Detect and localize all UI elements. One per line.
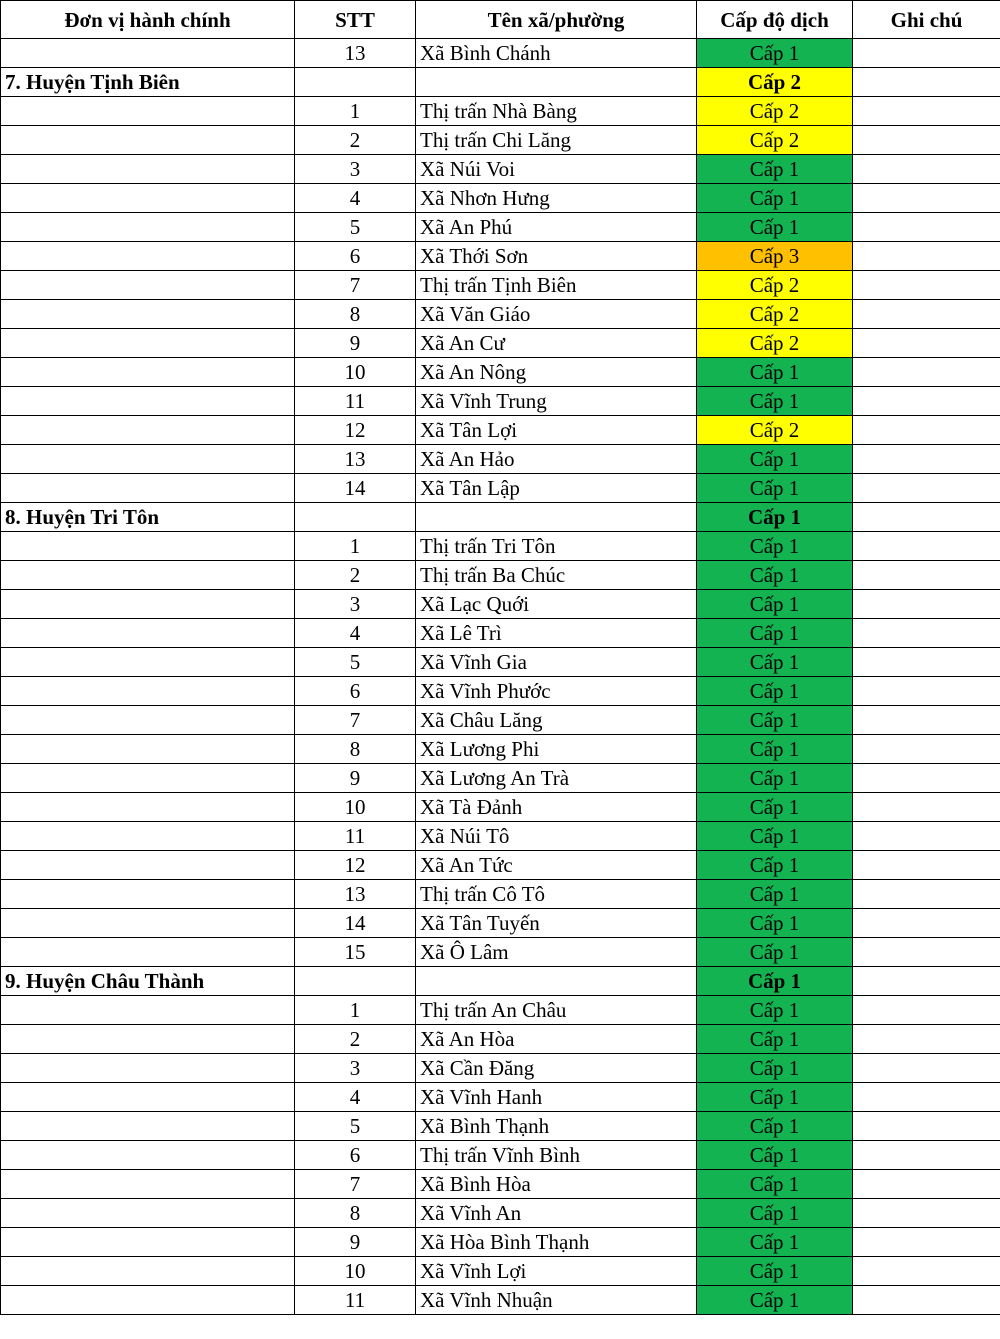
district-name-cell — [1, 561, 295, 590]
note-cell — [853, 677, 1000, 706]
note-cell — [853, 39, 1000, 68]
note-cell — [853, 184, 1000, 213]
district-name-cell — [1, 880, 295, 909]
note-cell — [853, 1170, 1000, 1199]
commune-name-cell: Xã Châu Lăng — [416, 706, 697, 735]
district-name-cell: 8. Huyện Tri Tôn — [1, 503, 295, 532]
commune-name-cell: Thị trấn Chi Lăng — [416, 126, 697, 155]
level-cell: Cấp 1 — [697, 590, 853, 619]
stt-cell: 3 — [295, 155, 416, 184]
stt-cell: 12 — [295, 416, 416, 445]
commune-name-cell: Thị trấn Nhà Bàng — [416, 97, 697, 126]
district-name-cell — [1, 97, 295, 126]
stt-cell: 6 — [295, 677, 416, 706]
note-cell — [853, 1141, 1000, 1170]
level-cell: Cấp 1 — [697, 677, 853, 706]
stt-cell: 15 — [295, 938, 416, 967]
district-name-cell: 9. Huyện Châu Thành — [1, 967, 295, 996]
table-row — [1, 706, 1000, 735]
level-cell: Cấp 1 — [697, 706, 853, 735]
level-cell: Cấp 1 — [697, 880, 853, 909]
commune-name-cell: Xã An Hảo — [416, 445, 697, 474]
header-row — [1, 1, 1000, 39]
table-row — [1, 909, 1000, 938]
stt-cell: 1 — [295, 532, 416, 561]
table-row — [1, 938, 1000, 967]
header-note: Ghi chú — [853, 1, 1000, 39]
level-cell: Cấp 1 — [697, 1083, 853, 1112]
table-row — [1, 1054, 1000, 1083]
commune-name-cell: Thị trấn Cô Tô — [416, 880, 697, 909]
stt-cell: 14 — [295, 474, 416, 503]
commune-name-cell: Xã Cần Đăng — [416, 1054, 697, 1083]
note-cell — [853, 619, 1000, 648]
note-cell — [853, 213, 1000, 242]
commune-name-cell: Xã Tân Lập — [416, 474, 697, 503]
district-name-cell — [1, 1170, 295, 1199]
commune-name-cell: Xã Núi Tô — [416, 822, 697, 851]
stt-cell: 8 — [295, 300, 416, 329]
note-cell — [853, 938, 1000, 967]
note-cell — [853, 329, 1000, 358]
note-cell — [853, 532, 1000, 561]
stt-cell: 12 — [295, 851, 416, 880]
commune-name-cell: Xã Vĩnh Phước — [416, 677, 697, 706]
level-cell: Cấp 1 — [697, 793, 853, 822]
note-cell — [853, 97, 1000, 126]
stt-cell: 9 — [295, 329, 416, 358]
district-name-cell — [1, 851, 295, 880]
note-cell — [853, 793, 1000, 822]
table-row — [1, 39, 1000, 68]
level-cell: Cấp 1 — [697, 561, 853, 590]
stt-cell: 11 — [295, 387, 416, 416]
stt-cell: 13 — [295, 445, 416, 474]
level-cell: Cấp 1 — [697, 851, 853, 880]
level-cell: Cấp 2 — [697, 68, 853, 97]
table-row — [1, 764, 1000, 793]
district-name-cell — [1, 677, 295, 706]
commune-name-cell: Xã Vĩnh Hanh — [416, 1083, 697, 1112]
table-row — [1, 619, 1000, 648]
level-cell: Cấp 2 — [697, 300, 853, 329]
commune-name-cell: Xã Tà Đảnh — [416, 793, 697, 822]
district-name-cell — [1, 793, 295, 822]
table-row — [1, 851, 1000, 880]
district-name-cell — [1, 1112, 295, 1141]
table-row — [1, 1257, 1000, 1286]
header-unit: Đơn vị hành chính — [1, 1, 295, 39]
level-cell: Cấp 1 — [697, 1025, 853, 1054]
stt-cell: 5 — [295, 648, 416, 677]
level-cell: Cấp 1 — [697, 822, 853, 851]
stt-cell: 14 — [295, 909, 416, 938]
district-name-cell — [1, 155, 295, 184]
district-name-cell — [1, 938, 295, 967]
stt-cell: 4 — [295, 619, 416, 648]
district-name-cell — [1, 213, 295, 242]
commune-name-cell: Xã Tân Lợi — [416, 416, 697, 445]
district-name-cell — [1, 242, 295, 271]
level-cell: Cấp 1 — [697, 474, 853, 503]
table-row — [1, 793, 1000, 822]
table-row — [1, 474, 1000, 503]
note-cell — [853, 706, 1000, 735]
district-name-cell — [1, 822, 295, 851]
level-cell: Cấp 1 — [697, 1199, 853, 1228]
district-name-cell — [1, 39, 295, 68]
stt-cell: 3 — [295, 1054, 416, 1083]
table-body — [1, 39, 1000, 1315]
level-cell: Cấp 2 — [697, 126, 853, 155]
table-row — [1, 1112, 1000, 1141]
note-cell — [853, 68, 1000, 97]
stt-cell: 7 — [295, 706, 416, 735]
note-cell — [853, 967, 1000, 996]
note-cell — [853, 242, 1000, 271]
level-cell: Cấp 3 — [697, 242, 853, 271]
table-row — [1, 822, 1000, 851]
level-cell: Cấp 1 — [697, 1054, 853, 1083]
commune-name-cell: Xã Bình Chánh — [416, 39, 697, 68]
note-cell — [853, 851, 1000, 880]
stt-cell: 5 — [295, 213, 416, 242]
note-cell — [853, 735, 1000, 764]
stt-cell: 1 — [295, 996, 416, 1025]
district-name-cell — [1, 126, 295, 155]
district-name-cell — [1, 619, 295, 648]
table-row — [1, 1141, 1000, 1170]
stt-cell: 10 — [295, 1257, 416, 1286]
note-cell — [853, 1257, 1000, 1286]
commune-name-cell: Xã Vĩnh Gia — [416, 648, 697, 677]
table-row — [1, 1228, 1000, 1257]
stt-cell: 3 — [295, 590, 416, 619]
stt-cell: 2 — [295, 561, 416, 590]
table-row — [1, 358, 1000, 387]
district-name-cell — [1, 329, 295, 358]
table-row — [1, 880, 1000, 909]
level-cell: Cấp 1 — [697, 1286, 853, 1315]
note-cell — [853, 880, 1000, 909]
level-cell: Cấp 1 — [697, 387, 853, 416]
level-cell: Cấp 1 — [697, 1141, 853, 1170]
commune-name-cell: Xã Tân Tuyến — [416, 909, 697, 938]
district-name-cell — [1, 1141, 295, 1170]
note-cell — [853, 271, 1000, 300]
table-row — [1, 416, 1000, 445]
stt-cell: 4 — [295, 184, 416, 213]
table-row — [1, 445, 1000, 474]
stt-cell: 7 — [295, 271, 416, 300]
stt-cell: 9 — [295, 1228, 416, 1257]
note-cell — [853, 1228, 1000, 1257]
district-row — [1, 68, 1000, 97]
note-cell — [853, 561, 1000, 590]
district-name-cell — [1, 416, 295, 445]
district-name-cell — [1, 1257, 295, 1286]
table-row — [1, 648, 1000, 677]
note-cell — [853, 155, 1000, 184]
district-name-cell — [1, 532, 295, 561]
commune-name-cell: Xã Ô Lâm — [416, 938, 697, 967]
stt-cell — [295, 967, 416, 996]
table-row — [1, 996, 1000, 1025]
stt-cell: 10 — [295, 793, 416, 822]
stt-cell: 9 — [295, 764, 416, 793]
district-name-cell — [1, 387, 295, 416]
stt-cell: 2 — [295, 1025, 416, 1054]
table-row — [1, 1199, 1000, 1228]
district-row — [1, 503, 1000, 532]
level-cell: Cấp 1 — [697, 155, 853, 184]
stt-cell: 5 — [295, 1112, 416, 1141]
table-row — [1, 677, 1000, 706]
table-row — [1, 561, 1000, 590]
level-cell: Cấp 2 — [697, 416, 853, 445]
commune-name-cell: Xã An Cư — [416, 329, 697, 358]
commune-name-cell: Xã Lạc Quới — [416, 590, 697, 619]
level-cell: Cấp 1 — [697, 39, 853, 68]
stt-cell: 7 — [295, 1170, 416, 1199]
commune-name-cell: Thị trấn Tịnh Biên — [416, 271, 697, 300]
note-cell — [853, 1199, 1000, 1228]
table-row — [1, 1083, 1000, 1112]
note-cell — [853, 1054, 1000, 1083]
note-cell — [853, 416, 1000, 445]
note-cell — [853, 1112, 1000, 1141]
district-name-cell — [1, 1054, 295, 1083]
stt-cell: 11 — [295, 822, 416, 851]
commune-name-cell: Xã Lương An Trà — [416, 764, 697, 793]
level-cell: Cấp 1 — [697, 532, 853, 561]
commune-name-cell: Xã Hòa Bình Thạnh — [416, 1228, 697, 1257]
note-cell — [853, 474, 1000, 503]
table-row — [1, 329, 1000, 358]
district-name-cell — [1, 590, 295, 619]
district-name-cell — [1, 184, 295, 213]
district-name-cell — [1, 909, 295, 938]
note-cell — [853, 387, 1000, 416]
district-name-cell — [1, 474, 295, 503]
district-name-cell — [1, 1228, 295, 1257]
commune-name-cell: Xã An Hòa — [416, 1025, 697, 1054]
level-cell: Cấp 1 — [697, 1170, 853, 1199]
level-cell: Cấp 1 — [697, 503, 853, 532]
note-cell — [853, 996, 1000, 1025]
commune-name-cell — [416, 967, 697, 996]
level-cell: Cấp 2 — [697, 97, 853, 126]
stt-cell: 8 — [295, 1199, 416, 1228]
level-cell: Cấp 1 — [697, 445, 853, 474]
commune-name-cell — [416, 68, 697, 97]
table-row — [1, 271, 1000, 300]
commune-name-cell: Xã Thới Sơn — [416, 242, 697, 271]
note-cell — [853, 648, 1000, 677]
table-row — [1, 1025, 1000, 1054]
level-cell: Cấp 1 — [697, 213, 853, 242]
commune-name-cell: Xã Vĩnh Trung — [416, 387, 697, 416]
header-name: Tên xã/phường — [416, 1, 697, 39]
district-name-cell — [1, 358, 295, 387]
table-row — [1, 97, 1000, 126]
commune-name-cell: Xã An Nông — [416, 358, 697, 387]
table-row — [1, 242, 1000, 271]
level-cell: Cấp 1 — [697, 358, 853, 387]
stt-cell — [295, 68, 416, 97]
level-cell: Cấp 1 — [697, 938, 853, 967]
table-row — [1, 1286, 1000, 1315]
table-row — [1, 126, 1000, 155]
district-name-cell — [1, 706, 295, 735]
district-name-cell — [1, 1025, 295, 1054]
commune-name-cell: Xã Lương Phi — [416, 735, 697, 764]
district-name-cell — [1, 1199, 295, 1228]
commune-name-cell — [416, 503, 697, 532]
district-name-cell — [1, 1286, 295, 1315]
district-name-cell — [1, 648, 295, 677]
header-level: Cấp độ dịch — [697, 1, 853, 39]
commune-name-cell: Thị trấn Vĩnh Bình — [416, 1141, 697, 1170]
commune-name-cell: Thị trấn Ba Chúc — [416, 561, 697, 590]
stt-cell: 2 — [295, 126, 416, 155]
district-row — [1, 967, 1000, 996]
level-cell: Cấp 1 — [697, 184, 853, 213]
commune-name-cell: Xã Bình Thạnh — [416, 1112, 697, 1141]
commune-name-cell: Xã Bình Hòa — [416, 1170, 697, 1199]
stt-cell: 8 — [295, 735, 416, 764]
table-row — [1, 735, 1000, 764]
level-cell: Cấp 2 — [697, 329, 853, 358]
commune-name-cell: Thị trấn An Châu — [416, 996, 697, 1025]
level-cell: Cấp 1 — [697, 764, 853, 793]
stt-cell: 6 — [295, 242, 416, 271]
note-cell — [853, 822, 1000, 851]
commune-name-cell: Xã Vĩnh An — [416, 1199, 697, 1228]
district-name-cell — [1, 445, 295, 474]
commune-name-cell: Xã An Tức — [416, 851, 697, 880]
table-row — [1, 590, 1000, 619]
table-row — [1, 532, 1000, 561]
commune-name-cell: Xã Vĩnh Lợi — [416, 1257, 697, 1286]
header-stt: STT — [295, 1, 416, 39]
table-row — [1, 213, 1000, 242]
stt-cell: 1 — [295, 97, 416, 126]
district-name-cell — [1, 300, 295, 329]
commune-name-cell: Thị trấn Tri Tôn — [416, 532, 697, 561]
district-name-cell — [1, 735, 295, 764]
stt-cell: 13 — [295, 880, 416, 909]
note-cell — [853, 358, 1000, 387]
stt-cell: 6 — [295, 1141, 416, 1170]
level-cell: Cấp 2 — [697, 271, 853, 300]
stt-cell: 10 — [295, 358, 416, 387]
table-row — [1, 184, 1000, 213]
level-cell: Cấp 1 — [697, 648, 853, 677]
commune-name-cell: Xã Núi Voi — [416, 155, 697, 184]
table-row — [1, 387, 1000, 416]
level-cell: Cấp 1 — [697, 996, 853, 1025]
level-cell: Cấp 1 — [697, 909, 853, 938]
commune-name-cell: Xã Vĩnh Nhuận — [416, 1286, 697, 1315]
note-cell — [853, 1286, 1000, 1315]
district-name-cell — [1, 764, 295, 793]
note-cell — [853, 503, 1000, 532]
commune-name-cell: Xã Nhơn Hưng — [416, 184, 697, 213]
note-cell — [853, 1083, 1000, 1112]
note-cell — [853, 909, 1000, 938]
note-cell — [853, 1025, 1000, 1054]
note-cell — [853, 445, 1000, 474]
level-cell: Cấp 1 — [697, 1112, 853, 1141]
stt-cell — [295, 503, 416, 532]
note-cell — [853, 300, 1000, 329]
note-cell — [853, 764, 1000, 793]
level-cell: Cấp 1 — [697, 1228, 853, 1257]
stt-cell: 11 — [295, 1286, 416, 1315]
level-cell: Cấp 1 — [697, 735, 853, 764]
district-name-cell — [1, 996, 295, 1025]
commune-name-cell: Xã An Phú — [416, 213, 697, 242]
note-cell — [853, 126, 1000, 155]
stt-cell: 4 — [295, 1083, 416, 1112]
table-row — [1, 1170, 1000, 1199]
note-cell — [853, 590, 1000, 619]
stt-cell: 13 — [295, 39, 416, 68]
commune-name-cell: Xã Văn Giáo — [416, 300, 697, 329]
district-name-cell: 7. Huyện Tịnh Biên — [1, 68, 295, 97]
level-cell: Cấp 1 — [697, 967, 853, 996]
commune-name-cell: Xã Lê Trì — [416, 619, 697, 648]
level-cell: Cấp 1 — [697, 619, 853, 648]
district-name-cell — [1, 1083, 295, 1112]
district-name-cell — [1, 271, 295, 300]
level-cell: Cấp 1 — [697, 1257, 853, 1286]
table-row — [1, 155, 1000, 184]
table-row — [1, 300, 1000, 329]
